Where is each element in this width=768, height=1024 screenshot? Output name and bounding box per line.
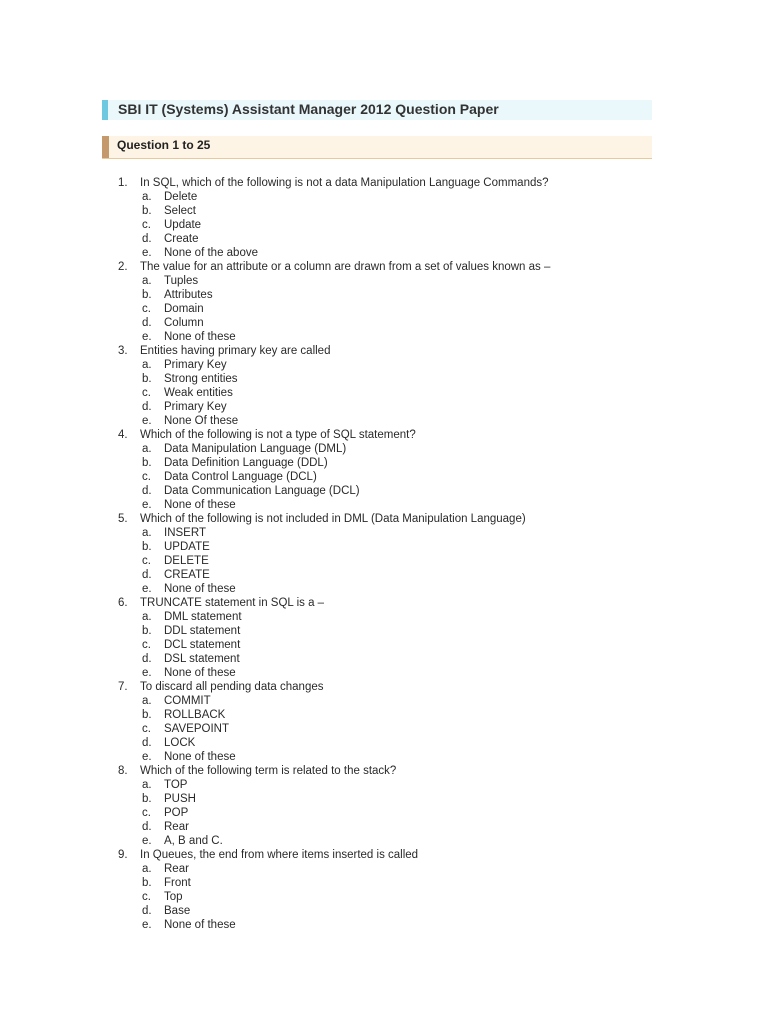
question-text: Entities having primary key are called <box>140 345 331 357</box>
option-text: Strong entities <box>164 373 238 385</box>
document-title-bar <box>102 100 652 120</box>
question-row <box>0 596 768 610</box>
option-row <box>0 302 768 316</box>
option-letter: a. <box>142 359 152 371</box>
option-row <box>0 330 768 344</box>
question-item <box>0 344 768 428</box>
option-row <box>0 246 768 260</box>
option-text: Data Definition Language (DDL) <box>164 457 328 469</box>
option-text: Tuples <box>164 275 199 287</box>
option-letter: e. <box>142 331 152 343</box>
option-row <box>0 666 768 680</box>
option-text: INSERT <box>164 527 206 539</box>
option-text: CREATE <box>164 569 210 581</box>
question-number: 7. <box>118 681 128 693</box>
question-row <box>0 512 768 526</box>
question-number: 1. <box>118 177 128 189</box>
option-text: LOCK <box>164 737 196 749</box>
option-row <box>0 484 768 498</box>
option-row <box>0 400 768 414</box>
option-letter: b. <box>142 709 152 721</box>
option-text: None of the above <box>164 247 258 259</box>
option-text: Delete <box>164 191 198 203</box>
question-text: To discard all pending data changes <box>140 681 324 693</box>
option-row <box>0 540 768 554</box>
question-text: Which of the following is not included in DML (Data Manipulation Language) <box>140 513 526 525</box>
question-number: 6. <box>118 597 128 609</box>
question-list <box>0 176 768 932</box>
option-text: Rear <box>164 863 189 875</box>
option-text: Front <box>164 877 191 889</box>
question-text: Which of the following term is related to the stack? <box>140 765 397 777</box>
option-row <box>0 204 768 218</box>
option-text: DDL statement <box>164 625 241 637</box>
option-letter: a. <box>142 191 152 203</box>
option-row <box>0 582 768 596</box>
option-row <box>0 792 768 806</box>
option-letter: c. <box>142 471 151 483</box>
document-title: SBI IT (Systems) Assistant Manager 2012 Question Paper <box>118 101 499 117</box>
option-text: Create <box>164 233 199 245</box>
question-row <box>0 764 768 778</box>
option-letter: a. <box>142 527 152 539</box>
option-letter: e. <box>142 583 152 595</box>
option-row <box>0 456 768 470</box>
option-letter: e. <box>142 667 152 679</box>
option-letter: c. <box>142 555 151 567</box>
option-text: Attributes <box>164 289 213 301</box>
option-text: Primary Key <box>164 359 227 371</box>
option-text: None of these <box>164 499 236 511</box>
question-item <box>0 680 768 764</box>
option-text: Data Manipulation Language (DML) <box>164 443 347 455</box>
option-letter: d. <box>142 653 152 665</box>
option-row <box>0 652 768 666</box>
question-item <box>0 176 768 260</box>
option-text: None of these <box>164 667 236 679</box>
section-heading: Question 1 to 25 <box>117 138 211 152</box>
question-number: 9. <box>118 849 128 861</box>
option-letter: d. <box>142 233 152 245</box>
option-row <box>0 218 768 232</box>
option-letter: a. <box>142 779 152 791</box>
title-accent-stripe <box>102 100 108 120</box>
option-letter: c. <box>142 891 151 903</box>
option-letter: d. <box>142 401 152 413</box>
option-text: DELETE <box>164 555 209 567</box>
question-row <box>0 344 768 358</box>
question-text: Which of the following is not a type of SQL statement? <box>140 429 416 441</box>
question-row <box>0 260 768 274</box>
option-text: Domain <box>164 303 204 315</box>
option-text: Select <box>164 205 196 217</box>
section-accent-stripe <box>102 136 109 158</box>
option-letter: b. <box>142 877 152 889</box>
option-row <box>0 316 768 330</box>
option-letter: c. <box>142 387 151 399</box>
option-letter: b. <box>142 289 152 301</box>
option-row <box>0 778 768 792</box>
option-row <box>0 694 768 708</box>
question-row <box>0 680 768 694</box>
option-row <box>0 834 768 848</box>
question-text: In SQL, which of the following is not a data Manipulation Language Commands? <box>140 177 549 189</box>
option-row <box>0 708 768 722</box>
option-row <box>0 736 768 750</box>
option-letter: d. <box>142 317 152 329</box>
option-text: None of these <box>164 919 236 931</box>
option-text: POP <box>164 807 189 819</box>
option-row <box>0 918 768 932</box>
option-letter: d. <box>142 737 152 749</box>
option-letter: e. <box>142 919 152 931</box>
option-letter: c. <box>142 639 151 651</box>
option-text: SAVEPOINT <box>164 723 229 735</box>
option-text: TOP <box>164 779 188 791</box>
option-text: Column <box>164 317 204 329</box>
option-letter: a. <box>142 863 152 875</box>
option-text: Primary Key <box>164 401 227 413</box>
option-letter: a. <box>142 695 152 707</box>
option-row <box>0 568 768 582</box>
option-letter: b. <box>142 625 152 637</box>
option-text: Data Control Language (DCL) <box>164 471 317 483</box>
section-header-bar <box>102 136 652 159</box>
option-text: None Of these <box>164 415 239 427</box>
option-row <box>0 442 768 456</box>
option-text: DSL statement <box>164 653 240 665</box>
question-item <box>0 512 768 596</box>
option-text: DCL statement <box>164 639 241 651</box>
option-text: Update <box>164 219 202 231</box>
option-letter: a. <box>142 275 152 287</box>
option-letter: d. <box>142 905 152 917</box>
question-row <box>0 428 768 442</box>
option-row <box>0 526 768 540</box>
option-letter: b. <box>142 793 152 805</box>
option-letter: e. <box>142 751 152 763</box>
option-row <box>0 610 768 624</box>
question-number: 2. <box>118 261 128 273</box>
option-letter: b. <box>142 541 152 553</box>
option-row <box>0 470 768 484</box>
option-row <box>0 722 768 736</box>
option-row <box>0 862 768 876</box>
option-row <box>0 190 768 204</box>
option-row <box>0 554 768 568</box>
question-item <box>0 848 768 932</box>
question-text: TRUNCATE statement in SQL is a – <box>140 597 325 609</box>
option-row <box>0 414 768 428</box>
question-item <box>0 764 768 848</box>
option-letter: b. <box>142 373 152 385</box>
option-letter: e. <box>142 415 152 427</box>
option-row <box>0 624 768 638</box>
option-row <box>0 638 768 652</box>
option-letter: c. <box>142 303 151 315</box>
option-text: Weak entities <box>164 387 233 399</box>
option-row <box>0 750 768 764</box>
question-item <box>0 428 768 512</box>
question-number: 8. <box>118 765 128 777</box>
option-text: ROLLBACK <box>164 709 226 721</box>
option-text: Top <box>164 891 183 903</box>
option-letter: a. <box>142 443 152 455</box>
option-text: DML statement <box>164 611 242 623</box>
option-letter: e. <box>142 499 152 511</box>
option-letter: d. <box>142 821 152 833</box>
option-text: None of these <box>164 331 236 343</box>
question-number: 4. <box>118 429 128 441</box>
option-row <box>0 876 768 890</box>
option-text: COMMIT <box>164 695 211 707</box>
option-letter: d. <box>142 485 152 497</box>
option-row <box>0 498 768 512</box>
option-text: Data Communication Language (DCL) <box>164 485 360 497</box>
question-row <box>0 848 768 862</box>
question-number: 3. <box>118 345 128 357</box>
option-row <box>0 274 768 288</box>
option-row <box>0 820 768 834</box>
option-letter: c. <box>142 807 151 819</box>
option-text: UPDATE <box>164 541 210 553</box>
question-text: The value for an attribute or a column are drawn from a set of values known as – <box>140 261 551 273</box>
option-text: PUSH <box>164 793 196 805</box>
option-row <box>0 372 768 386</box>
option-row <box>0 890 768 904</box>
option-row <box>0 904 768 918</box>
option-letter: b. <box>142 205 152 217</box>
question-text: In Queues, the end from where items inserted is called <box>140 849 419 861</box>
option-letter: e. <box>142 835 152 847</box>
option-row <box>0 806 768 820</box>
option-row <box>0 288 768 302</box>
option-letter: e. <box>142 247 152 259</box>
option-letter: b. <box>142 457 152 469</box>
question-row <box>0 176 768 190</box>
option-row <box>0 358 768 372</box>
question-number: 5. <box>118 513 128 525</box>
option-letter: c. <box>142 723 151 735</box>
option-text: Rear <box>164 821 189 833</box>
question-item <box>0 596 768 680</box>
option-text: Base <box>164 905 191 917</box>
option-row <box>0 386 768 400</box>
option-text: A, B and C. <box>164 835 223 847</box>
question-item <box>0 260 768 344</box>
option-text: None of these <box>164 751 236 763</box>
option-text: None of these <box>164 583 236 595</box>
option-letter: a. <box>142 611 152 623</box>
option-letter: d. <box>142 569 152 581</box>
option-row <box>0 232 768 246</box>
option-letter: c. <box>142 219 151 231</box>
